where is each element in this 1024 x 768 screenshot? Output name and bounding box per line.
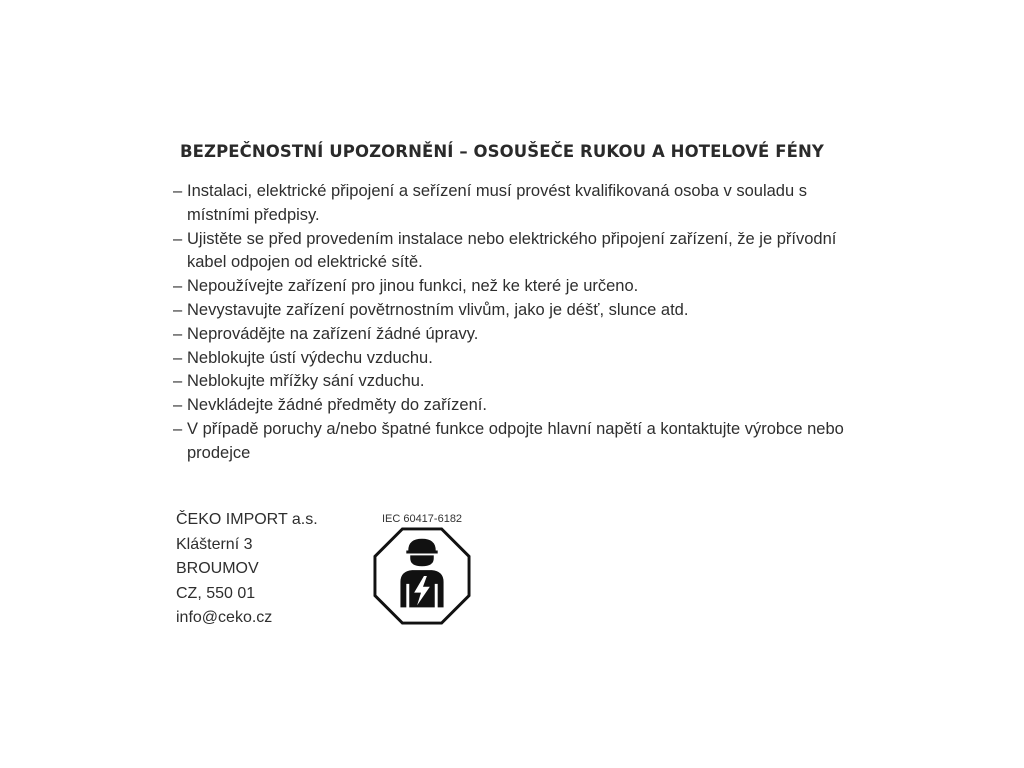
warning-text: Nevkládejte žádné předměty do zařízení. bbox=[187, 396, 487, 415]
warning-item bbox=[173, 323, 873, 347]
certification-mark bbox=[370, 513, 474, 627]
document-title: BEZPEČNOSTNÍ UPOZORNĚNÍ – OSOUŠEČE RUKOU A HOTELOVÉ FÉNY bbox=[180, 142, 824, 161]
warning-item bbox=[173, 394, 873, 418]
company-address bbox=[176, 508, 318, 631]
bullet-dash: – bbox=[173, 229, 183, 248]
bullet-dash: – bbox=[173, 277, 183, 296]
warnings-list bbox=[173, 180, 873, 466]
warning-text: Nepoužívejte zařízení pro jinou funkci, než ke které je určeno. bbox=[187, 277, 639, 296]
warning-item bbox=[173, 275, 873, 299]
warning-text: Neblokujte mřížky sání vzduchu. bbox=[187, 372, 425, 391]
standard-label: IEC 60417-6182 bbox=[381, 513, 463, 525]
bullet-dash: – bbox=[173, 324, 183, 343]
bullet-dash: – bbox=[173, 419, 183, 438]
warning-text: Instalaci, elektrické připojení a seřízení musí provést kvalifikovaná osoba v souladu s místními předpisy. bbox=[187, 182, 807, 224]
warning-item bbox=[173, 418, 873, 466]
warning-item bbox=[173, 180, 873, 228]
warning-text: Ujistěte se před provedením instalace nebo elektrického připojení zařízení, že je přívodní kabel odpojen od elektrické sítě. bbox=[187, 229, 837, 272]
warning-text: Nevystavujte zařízení povětrnostním vlivům, jako je déšť, slunce atd. bbox=[187, 300, 689, 319]
bullet-dash: – bbox=[173, 300, 183, 319]
postal-code: CZ, 550 01 bbox=[176, 584, 256, 602]
warning-text: Neblokujte ústí výdechu vzduchu. bbox=[187, 348, 433, 367]
company-name: ČEKO IMPORT a.s. bbox=[176, 511, 318, 528]
warning-item bbox=[173, 370, 873, 394]
city: BROUMOV bbox=[176, 560, 259, 578]
bullet-dash: – bbox=[173, 348, 183, 367]
warning-text: Neprovádějte na zařízení žádné úpravy. bbox=[187, 324, 479, 343]
warning-item bbox=[173, 228, 873, 276]
qualified-electrician-icon bbox=[373, 527, 471, 625]
bullet-dash: – bbox=[173, 182, 183, 200]
street-address: Klášterní 3 bbox=[176, 535, 253, 553]
email-address: info@ceko.cz bbox=[176, 609, 273, 627]
warning-text: V případě poruchy a/nebo špatné funkce odpojte hlavní napětí a kontaktujte výrobce nebo prodejce bbox=[187, 419, 844, 462]
warning-item bbox=[173, 299, 873, 323]
bullet-dash: – bbox=[173, 372, 183, 391]
bullet-dash: – bbox=[173, 396, 183, 415]
warning-item bbox=[173, 347, 873, 371]
